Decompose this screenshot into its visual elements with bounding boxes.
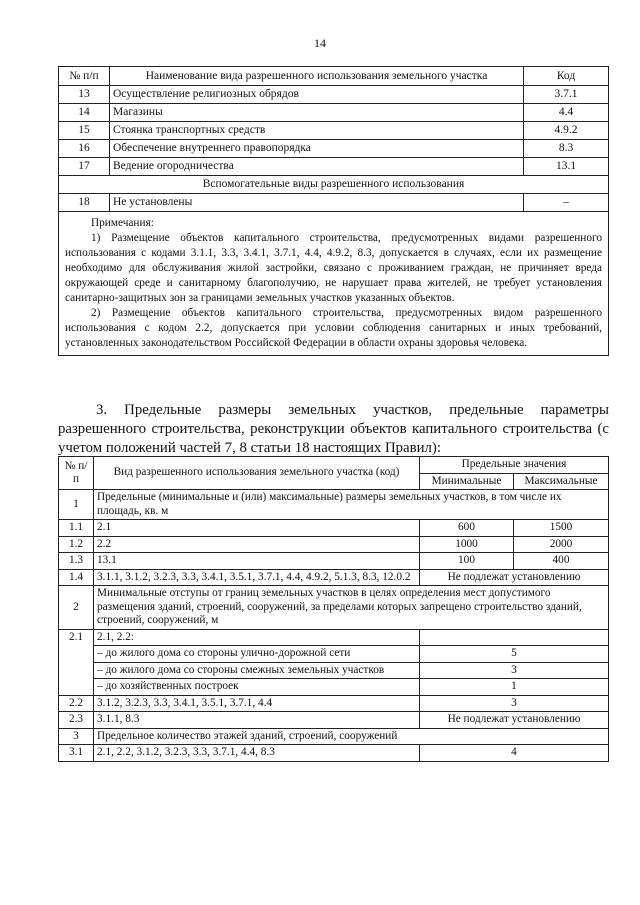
row-num: 1.4 [59, 569, 94, 586]
page-number: 14 [314, 36, 326, 50]
row-num: 13 [59, 86, 110, 104]
notes-cell [59, 212, 609, 356]
row-code: 2.1 [94, 520, 420, 537]
table-row [59, 728, 609, 745]
section-3-heading [58, 401, 609, 458]
table-row [59, 536, 609, 553]
row-name: Ведение огородничества [110, 158, 524, 176]
row-num: 2.1 [59, 629, 94, 695]
table-row [59, 586, 609, 630]
row-num: 1.1 [59, 520, 94, 537]
row-min: 1000 [420, 536, 514, 553]
table-row [59, 520, 609, 537]
row-code: 2.2 [94, 536, 420, 553]
row-code: 4.4 [524, 104, 609, 122]
row-text: – до хозяйственных построек [94, 679, 420, 696]
notes-title: Примечания: [91, 217, 154, 229]
table-row [59, 629, 609, 646]
row-num: 3.1 [59, 745, 94, 762]
header-kind: Вид разрешенного использования земельного участка (код) [94, 457, 420, 490]
table-row [59, 646, 609, 663]
row-text: Минимальные отступы от границ земельных участков в целях определения мест допустимого размещения зданий, строений, сооружений, за пределами которых запрещено строительство зданий, строений, сооружений, м [94, 586, 609, 630]
row-text: Предельное количество этажей зданий, строений, сооружений [94, 728, 609, 745]
row-num: 3 [59, 728, 94, 745]
row-num: 16 [59, 140, 110, 158]
row-text: – до жилого дома со стороны смежных земельных участков [94, 662, 420, 679]
table-header-row [59, 67, 609, 86]
table-row [59, 679, 609, 696]
table-row [59, 194, 609, 212]
table-row [59, 745, 609, 762]
header-name: Наименование вида разрешенного использования земельного участка [110, 67, 524, 86]
row-code: 3.1.1, 8.3 [94, 712, 420, 729]
row-code: 2.1, 2.2: [94, 629, 420, 646]
row-max: 1500 [514, 520, 609, 537]
row-max: 2000 [514, 536, 609, 553]
table-row [59, 158, 609, 176]
row-text: Предельные (минимальные и (или) максимальные) размеры земельных участков, в том числе их площадь, кв. м [94, 490, 609, 520]
row-value: Не подлежат установлению [420, 712, 609, 729]
table-row [59, 712, 609, 729]
row-code: 4.9.2 [524, 122, 609, 140]
row-min: 600 [420, 520, 514, 537]
row-name: Магазины [110, 104, 524, 122]
row-code: 13.1 [524, 158, 609, 176]
row-num: 14 [59, 104, 110, 122]
row-min: 100 [420, 553, 514, 570]
row-name: Не установлены [110, 194, 524, 212]
table-row [59, 695, 609, 712]
row-code: 3.7.1 [524, 86, 609, 104]
row-num: 18 [59, 194, 110, 212]
row-code: – [524, 194, 609, 212]
row-code: 13.1 [94, 553, 420, 570]
header-code: Код [524, 67, 609, 86]
table-row [59, 569, 609, 586]
limits-table [58, 456, 609, 762]
table-row [59, 104, 609, 122]
row-text: – до жилого дома со стороны улично-дорожной сети [94, 646, 420, 663]
aux-header: Вспомогательные виды разрешенного использования [59, 176, 609, 194]
note-1: 1) Размещение объектов капитального строительства, предусмотренных видами разрешенного использования с кодами 3.1.1, 3.3, 3.4.1, 3.7.1, 4.4, 4.9.2, 8.3, допускается в случаях, если их размещение необходимо для обслуживания жилой застройки, связано с проживанием граждан, не причиняет вреда окружающей среде и санитарному благополучию, не нарушает права жителей, не требует установления санитарно-защитных зон за границами земельных участков указанных объектов. [65, 232, 602, 304]
row-code: 2.1, 2.2, 3.1.2, 3.2.3, 3.3, 3.7.1, 4.4, 8.3 [94, 745, 420, 762]
table-row [59, 490, 609, 520]
row-num: 15 [59, 122, 110, 140]
aux-header-row [59, 176, 609, 194]
header-num: № п/п [59, 457, 94, 490]
section-3-text: 3. Предельные размеры земельных участков, предельные параметры разрешенного строительства, реконструкции объектов капитального строительства (с учетом положений частей 7, 8 статьи 18 настоящих Правил): [58, 402, 609, 456]
row-max: 400 [514, 553, 609, 570]
table-row [59, 86, 609, 104]
row-num: 2.2 [59, 695, 94, 712]
row-num: 17 [59, 158, 110, 176]
row-name: Стоянка транспортных средств [110, 122, 524, 140]
header-num: № п/п [59, 67, 110, 86]
row-num: 1.3 [59, 553, 94, 570]
row-code: 3.1.2, 3.2.3, 3.3, 3.4.1, 3.5.1, 3.7.1, 4.4 [94, 695, 420, 712]
row-code: 8.3 [524, 140, 609, 158]
row-value: 4 [420, 745, 609, 762]
row-value: 5 [420, 646, 609, 663]
header-limits: Предельные значения [420, 457, 609, 474]
row-num: 1 [59, 490, 94, 520]
table-row [59, 122, 609, 140]
row-value: 3 [420, 695, 609, 712]
row-value: Не подлежат установлению [420, 569, 609, 586]
row-num: 2 [59, 586, 94, 630]
row-name: Осуществление религиозных обрядов [110, 86, 524, 104]
table-row [59, 553, 609, 570]
header-min: Минимальные [420, 473, 514, 490]
row-value: 1 [420, 679, 609, 696]
permitted-use-table [58, 66, 609, 356]
row-num: 2.3 [59, 712, 94, 729]
row-code: 3.1.1, 3.1.2, 3.2.3, 3.3, 3.4.1, 3.5.1, 3.7.1, 4.4, 4.9.2, 5.1.3, 8.3, 12.0.2 [94, 569, 420, 586]
notes-row [59, 212, 609, 356]
table-row [59, 140, 609, 158]
table-row [59, 662, 609, 679]
note-2: 2) Размещение объектов капитального строительства, предусмотренных видом разрешенного использования с кодом 2.2, допускается при условии соблюдения санитарных и иных требований, установленных законодательством Российской Федерации в области охраны здоровья человека. [65, 307, 602, 349]
row-empty [420, 629, 609, 646]
table-header-row [59, 457, 609, 474]
row-name: Обеспечение внутреннего правопорядка [110, 140, 524, 158]
header-max: Максимальные [514, 473, 609, 490]
row-value: 3 [420, 662, 609, 679]
row-num: 1.2 [59, 536, 94, 553]
